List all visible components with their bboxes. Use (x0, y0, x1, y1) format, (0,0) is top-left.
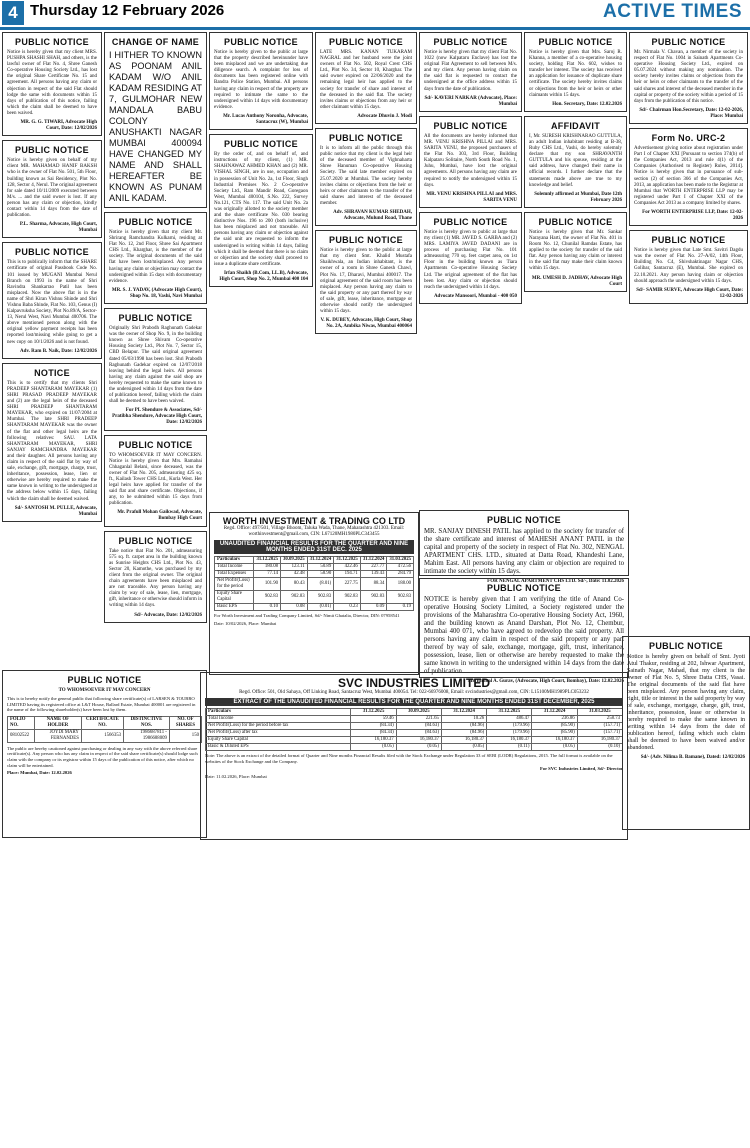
company-address: Regd. Office: 501, Old Sahaya, Off Linking Road, Santacruz West, Mumbai 400054. Tel: 022-66976008, Email: svcindustries@gmail.com, CIN: L15100MH1989PLC053232 (239, 690, 589, 695)
notice-signature: Hon. Secretary, Date: 12.02.2026 (552, 101, 622, 107)
table-cell: Net Profit/(Loss) after tax (206, 730, 351, 737)
notice-title: PUBLIC NOTICE (538, 37, 613, 47)
table-cell: 902.83 (360, 591, 387, 604)
table-cell: 42.48 (281, 571, 308, 578)
notice-signature: Mr. Bhimal A. Gurav, (Advocate, High Court, Bombay), Date: 12.02.2026 (467, 679, 624, 684)
share-details-table (7, 716, 202, 743)
table-cell: 16,180.37 (396, 737, 441, 744)
notice-title: PUBLIC NOTICE (15, 37, 89, 47)
public-notice (629, 32, 748, 124)
table-cell: (84.96) (441, 730, 486, 737)
table-cell: (0.05) (441, 744, 486, 751)
table-cell: 16,180.37 (487, 737, 532, 744)
public-notice (2, 32, 102, 136)
lost-share-certificate-notice (2, 670, 207, 838)
notice-signature: Sd/- (Adv. Nilima B. Bamane), Dated: 12/02/2026 (640, 755, 745, 760)
company-name: SVC INDUSTRIES LIMITED (337, 676, 490, 690)
notice-body: Notice is hereby given that Mrs. Saroj R. Khanna, a member of a co-operative housing society, holding Flat No. 602, wishes to transfer her interest. The society has received an application for issuance of duplicate share certificate. The society hereby invites claims or objections from the heir or heirs or other claimants within 15 days. (529, 50, 624, 98)
table-cell: 123.11 (281, 564, 308, 571)
public-notice (419, 116, 522, 208)
table-cell: 472.56 (387, 564, 414, 571)
table-cell: 188.00 (387, 578, 414, 591)
public-notice (104, 308, 207, 431)
column-2 (104, 32, 207, 697)
notice-body: MR. SANJAY DINESH PATIL has applied to the society for transfer of the share certificate and interest of MAHESH ANANT PATIL in the capital and property of the society in respect of Flat No. 302, NENGAL APARTMENT CHS. LTD., situated at Datta Road, Khandeshi Lane, Mahim East. All persons having any claim or objection are required to intimate the society within 15 days. (424, 528, 624, 575)
results-notes: Note: The above is an extract of the detailed format of Quarter and Nine months Financial Results filed with the Stock Exchange under Regulation 33 of SEBI (LODR) Regulations, 2015. The full format is available on the websites of the Stock Exchange and the Company. (205, 753, 613, 764)
table-cell: 10.26 (441, 716, 486, 723)
table-cell: (0.11) (487, 744, 532, 751)
notice-body: This is to hereby notify the general public that following share certificate(s) of LARSEN & TOUBRO LIMITED having its registered office at L&T House, Ballard Estate, Mumbai 400001 are registered in the name of the following shareholder(s) have been lost by them. (7, 696, 196, 713)
notice-body: Notice is hereby given that my client MRS. PUSHPA SHASHI SHAH, and others, is the lawful owner of Flat No. 4, Shree Ganesh Co-operative Housing Society Ltd., has lost the original Share Certificate No. 15 and agreement. All persons having any claim or objection in respect of the said Flat should lodge the same with documents within 15 days of publication of this notice, failing which the claim shall be deemed to have been waived. (7, 50, 99, 116)
notice-signature: MR. VENU KRISHNA PILLAI and MRS. SARITA VENU (426, 191, 517, 203)
public-notice (104, 212, 207, 304)
table-cell: 0.08 (281, 604, 308, 611)
column-header: 31.03.2025 (577, 709, 622, 716)
table-row (215, 591, 414, 604)
page-header (0, 0, 750, 30)
public-notice (104, 531, 207, 623)
notice-body: Notice is hereby given that my client Flat No. 1022 (now Kalpataru Enclave) has lost the original Flat Agreement to sell between M/s. and my client. Any person having claim on the said flat is requested to contact the undersigned at the office address within 15 days from the date of publication. (424, 50, 519, 92)
notice-body: I HITHER TO KNOWN AS POONAM ANIL KADAM W/O ANIL KADAM RESIDING AT 7, GULMOHAR NEW MANDALA BABU COLONY ANUSHAKTI NAGAR MUMBAI 400094 HAVE CHANGED MY NAME AND SHALL HEREAFTER BE KNOWN AS PUNAM ANIL KADAM. (109, 50, 202, 203)
table-cell: (0.05) (532, 744, 577, 751)
date-place: Date: 10/02/2026, Place: Mumbai (214, 620, 277, 626)
column-header: 31.12.2025 (254, 557, 281, 564)
table-cell: 902.83 (307, 591, 334, 604)
notice-title: PUBLIC NOTICE (649, 641, 723, 651)
public-notice (524, 32, 627, 112)
table-cell: 227.75 (334, 578, 361, 591)
notice-title: PUBLIC NOTICE (118, 535, 193, 546)
svc-industries-results (200, 672, 628, 840)
table-cell: 236.86 (532, 716, 577, 723)
table-cell: 59.46 (351, 716, 396, 723)
worth-investment-results (209, 512, 419, 675)
results-banner: EXTRACT OF THE UNAUDITED FINANCIAL RESULTS FOR THE QUARTER AND NINE MONTHS ENDED 31ST DECEMBER, 2025 (205, 698, 623, 706)
notice-signature: MR. S. J. YADAV, (Advocate High Court), Shop No. 18, Vashi, Navi Mumbai (111, 287, 202, 299)
notice-signature: P.L. Sharma, Advocate, High Court, Mumbai (19, 222, 97, 234)
notice-body: Advertisement giving notice about registration under Part I of Chapter XXI [Pursuant to section 374(b) of the Companies Act, 2013 and rule 4(1) of the Companies (Authorised to Register) Rules, 2014]. Notice is hereby given that in pursuance of sub-section (2) of section 366 of the Companies Act, 2013, an application has been made to the Registrar at Mumbai that WORTH ENTERPRISE LLP may be registered under Part I of Chapter XXI of the Companies Act 2013 as a company limited by shares. (634, 146, 745, 206)
notice-signature: V. K. DUBEY, Advocate, High Court, Shop No. 2A, Ambika Niwas, Mumbai 400064 (320, 318, 412, 330)
column-header: FOLIO NO. (8, 716, 35, 729)
notice-body: This is to publically inform that the SHARE certificate of original Passbook Code No. 101 issued by MUGANI Mumbai Nerul Branch on 1993 in the name of Shri Ravindra Shankarrao Patil has been misplaced. Now the above flat is in the name of Shri Kiran Vishnu Shinde and Shri Vishnu Baba Shinde, Flat No. 103, Genus (I) Kalpavruksha Society, Plot No.89/A, Sector-13, Nerul West, Navi Mumbai 400706. The above mentioned person along with the original yellow payment receipts has been reported lost/missing while going to get a new copy on 10/1/2026 and is not found. (7, 260, 99, 345)
notice-title: PUBLIC NOTICE (224, 37, 298, 47)
column-header: 31.12.2024 (532, 709, 577, 716)
results-banner: UNAUDITED FINANCIAL RESULTS FOR THE QUARTER AND NINE MONTHS ENDED 31ST DEC. 2025 (214, 540, 414, 554)
table-cell: (0.01) (307, 604, 334, 611)
table-cell: Total Expenses (215, 571, 254, 578)
notice-signature: For WORTH ENTERPRISE LLP, Date: 12-02-2026 (642, 209, 743, 222)
table-cell: (179.96) (487, 730, 532, 737)
column-header: CERTIFICATE NO. (81, 716, 123, 729)
notice-body: Notice is hereby given that my client Mr. Shrirang Ramchandra Kulkarni, residing at Flat No. 12, 2nd Floor, Shree Sai Apartment CHS Ltd., Kharghar, is the member of the society. The original documents of the said flat have been lost/misplaced. Any person having any claim or objection may contact the undersigned within 15 days with documentary evidence. (109, 230, 204, 284)
table-cell: (179.96) (487, 723, 532, 730)
notice-signature: Sd/- Advocate, Date: 12/02/2026 (134, 612, 202, 618)
table-cell: 58.90 (307, 571, 334, 578)
column-header: NO. OF SHARES (169, 716, 201, 729)
column-header: DISTINCTIVE NOS. (124, 716, 170, 729)
notice-title: PUBLIC NOTICE (15, 145, 89, 156)
table-cell: (8.01) (307, 578, 334, 591)
table-cell: Equity Share Capital (206, 737, 351, 744)
notice-title: PUBLIC NOTICE (15, 247, 89, 258)
column-5 (419, 32, 522, 507)
public-notice (629, 128, 748, 226)
table-cell: 16,180.37 (532, 737, 577, 744)
notice-title: AFFIDAVIT (550, 120, 601, 131)
public-notice (104, 435, 207, 527)
notice-body: Notice is hereby given to the public at large that the property described hereinunder have been misplaced and we are undertaking due diligence search. A complaint for loss of documents has been registered online with Bandra Police Station, Mumbai. All persons having any claim in respect of the property are required to intimate the same to the undersigned within 14 days with documentary evidence. (214, 50, 310, 110)
table-cell: 80.43 (281, 578, 308, 591)
notice-signature: Solemnly affirmed at Mumbai, Date 12th February 2026 (534, 191, 622, 203)
notice-title: PUBLIC NOTICE (329, 37, 403, 47)
table-cell: (85.90) (532, 723, 577, 730)
table-cell: (0.05) (396, 744, 441, 751)
table-row (206, 744, 623, 751)
table-cell: Total Income (215, 564, 254, 571)
table-cell: 486.47 (487, 716, 532, 723)
table-cell: 227.77 (360, 564, 387, 571)
column-header: 31.12.2025 (351, 709, 396, 716)
notice-title: PUBLIC NOTICE (329, 133, 403, 144)
notice-body: Notice is hereby given to public at large that my client (1) MR. JAVED S. GARBA and (2) MRS. LAMIYA JAVED DADANI are in process of purchasing Flat No. 101 admeasuring 770 sq. feet carpet area, on 1st Floor in the building known as Tiara Apartments Co-operative Housing Society Ltd. The original agreement of the flat has been lost. Any claim or objection should reach the undersigned within 14 days. (424, 229, 519, 290)
table-cell: (0.05) (351, 744, 396, 751)
notice-title: PUBLIC NOTICE (67, 675, 142, 685)
table-cell: 0.09 (360, 604, 387, 611)
table-cell: 16,180.37 (351, 737, 396, 744)
table-cell: 101.90 (254, 578, 281, 591)
notice-body: It is to inform all the public through this public notice that my client is the legal heir of the deceased member of Vighnaharta Shree Hanuman Co-operative Housing Society. The said late member expired on 25.07.2020 at Mumbai. The society hereby invites claims or objections from the heir or heirs or other claimants to the transfer of the said shares and interest of the deceased member. (320, 146, 414, 206)
notice-signature: Mr. Lucas Anthony Noronha, Advocate, Santacruz (W), Mumbai (223, 113, 308, 126)
notice-signature: Irfan Shaikh (B.Com, LL.B), Advocate, High Court, Shop No. 2, Mumbai 400 104 (219, 270, 308, 282)
table-cell: (84.34) (351, 723, 396, 730)
notice-title: PUBLIC NOTICE (487, 583, 561, 593)
notice-signature: Sd/- Chairman Hon.Secretary, Date: 12-02-2026, Place: Mumbai (639, 107, 743, 119)
notice-signature: FOR NENGAL APARTMENT CHS LTD. Sd/-, Date: 11.02.2026 (487, 579, 624, 584)
public-notice (524, 116, 627, 208)
public-notice (315, 128, 417, 226)
table-cell: JOYDI MARY FERNANDES (34, 729, 81, 742)
table-cell: (157.71) (577, 723, 622, 730)
table-row (206, 723, 623, 730)
notice-body: NOTICE is hereby given that I am verifying the title of Anand Co-operative Housing Society Limited, a Society registered under the provisions of the Maharashtra Co-operative Housing Society Act, 1960, and the building known as Anand Darshan, Plot No. 12, Chembur, Mumbai 400 071, who have agreed to redevelop the said property. All persons having any claim in respect of the said property or any part thereof by way of sale, exchange, mortgage, gift, trust, inheritance, possession, lease, lien or otherwise are hereby requested to make the same known in writing to the undersigned within 14 days from the date of publication. (424, 596, 624, 675)
table-cell: (84.96) (441, 723, 486, 730)
notice-title: PUBLIC NOTICE (433, 37, 508, 47)
table-row (206, 737, 623, 744)
nengal-apartment-notice (419, 510, 629, 584)
bottom-right-notice (622, 636, 750, 830)
column-header: 31.12.2024 (360, 557, 387, 564)
notice-title: PUBLIC NOTICE (487, 515, 561, 525)
column-7 (629, 32, 748, 662)
column-6 (524, 32, 627, 507)
notice-title: PUBLIC NOTICE (118, 439, 193, 450)
notice-title: PUBLIC NOTICE (433, 216, 508, 227)
table-cell: 0.23 (334, 604, 361, 611)
notice-body: Take notice that Flat No. 201, admeasuring 575 sq. ft. carpet area in the building known as Sunrise Heights CHS Ltd., Plot No. 43, Sector 20, Kamothe, was purchased by my client from the original owner. The original chain agreements have been misplaced and are not traceable. Any person having any claim by way of sale, lease, lien, mortgage, gift, inheritance or otherwise should inform in writing within 14 days. (109, 548, 204, 609)
public-notice (629, 230, 748, 304)
table-cell: (84.63) (396, 723, 441, 730)
issue-date: Thursday 12 February 2026 (30, 2, 225, 19)
table-cell: 902.83 (254, 591, 281, 604)
column-header: 31.12.2025 (487, 709, 532, 716)
table-cell: Total Income (206, 716, 351, 723)
public-notice (2, 242, 102, 358)
public-notice (209, 134, 313, 287)
notice-title: PUBLIC NOTICE (118, 313, 193, 324)
table-cell: Net Profit/(Loss) for the period before tax (206, 723, 351, 730)
notice-body: Notice is hereby given on behalf of Smt. Jyoti Atul Thakur, residing at 202, Ishwar Apartment, Sainath Nagar, Mahad, that my client is the owner of Flat No. 5, Shree Datta CHS, Vasai. The original documents of the said flat have been misplaced. Any person having any claim, right, title or interest in the said property by way of sale, exchange, mortgage, charge, gift, trust, inheritance, possession, lease or otherwise is hereby required to make the same known in writing within 14 days from the date of publication hereof, failing which such claim shall be deemed to have been waived and/or abandoned. (627, 654, 745, 751)
notice-signature: Sd/- KAVERI NARKAR (Advocate), Place: Mumbai (424, 95, 517, 107)
table-cell: 0.10 (254, 604, 281, 611)
table-cell: 258.73 (577, 716, 622, 723)
change-of-name-notice (104, 32, 207, 208)
notice-signature: Adv. Ram B. Naik, Date: 12/02/2026 (20, 348, 97, 354)
table-row (206, 716, 623, 723)
company-name: WORTH INVESTMENT & TRADING CO LTD (222, 516, 406, 526)
public-notice (524, 212, 627, 292)
table-cell: Equity Share Capital (215, 591, 254, 604)
public-notice (315, 230, 417, 334)
table-cell: 902.83 (281, 591, 308, 604)
table-cell: (84.34) (351, 730, 396, 737)
notice-body: All the documents are hereby informed that MR. VENU KRISHNA PILLAI and MRS. SARITA VENU, the proposed purchasers of the Flat No. 303, 3rd Floor, Building Kalpataru Solitaire, North South Road No. 1, Juhu, Mumbai, have lost the original agreements. All persons having any claim are required to notify the undersigned within 15 days. (424, 133, 519, 188)
table-cell: 16,180.37 (441, 737, 486, 744)
table-cell: 902.83 (334, 591, 361, 604)
table-cell: 194.71 (334, 571, 361, 578)
table-cell: 150 (169, 729, 201, 742)
date-place: Place: Mumbai, Date: 12.02.2026 (7, 770, 72, 776)
table-cell: 221.65 (396, 716, 441, 723)
notice-subtitle: TO WHOMSOEVER IT MAY CONCERN (58, 688, 151, 693)
table-row (215, 571, 414, 578)
table-cell: (157.71) (577, 730, 622, 737)
notice-title: PUBLIC NOTICE (538, 216, 613, 227)
table-cell: 284.79 (387, 571, 414, 578)
column-1 (2, 32, 102, 697)
notice-title: NOTICE (34, 367, 70, 378)
column-3 (209, 32, 313, 507)
notice-body: TO WHOMSOEVER IT MAY CONCERN. Notice is hereby given that Mrs. Ramabai Chhaganlal Belani, since deceased, was the owner of Flat No. 205, admeasuring 425 sq. ft., Kailash Tower CHS Ltd., Kurla West. Her legal heirs have applied for transfer of the said flat and share certificate. Objections, if any, to be submitted within 15 days from publication. (109, 452, 204, 507)
notice-title: PUBLIC NOTICE (329, 235, 403, 246)
notice-signature: Mr. Prafull Mohan Gaikwad, Advocate, Bombay High Court (117, 510, 202, 522)
notice-title: PUBLIC NOTICE (118, 217, 193, 227)
notice-body: I, Mr. SURESH KRISHNARAO GUTTULA, an adult Indian inhabitant residing at B-38, Ruby CHS Ltd., Vashi, do hereby solemnly declare that my son SHRAVANTH GUTTULA and his spouse, residing at the said address, have changed their name in official records. I further declare that the statements made above are true to my knowledge and belief. (529, 133, 624, 188)
public-notice (2, 140, 102, 238)
table-cell: 0.19 (387, 604, 414, 611)
column-header: Particulars (206, 709, 351, 716)
table-row (8, 729, 202, 742)
results-table (205, 708, 623, 751)
column-header: NAME OF HOLDER (34, 716, 81, 729)
notice-signature: Advocate Mansoori, Mumbai - 400 050 (433, 293, 517, 299)
public-notice (419, 212, 522, 304)
table-row (206, 730, 623, 737)
table-row (215, 564, 414, 571)
table-cell: 77.14 (254, 571, 281, 578)
notice-signature: MR. G. G. TIWARI, Advocate High Court, Date: 12/02/2026 (20, 120, 97, 132)
public-notice (209, 32, 313, 130)
table-cell: 08102522 (8, 729, 35, 742)
notice-body: This is to certify that my clients Shri PRADEEP SHANTARAM MAYEKAR (1) SHRI PRASAD PRADEEP MAYEKAR and (2) are the legal heirs of the deceased SHRI PRADEEP SHANTARAM MAYEKAR, who expired on 11/07/2004 at Mumbai. The late SHRI PRADEEP SHANTARAM MAYEKAR was the owner of the flat and other legal heirs are the following relatives: SAU. LATA SHANTARAM MAYEKAR, SHRI SANJAY RAMCHANDRA MAYEKAR and their daughter. All persons having any claim in respect of the said flat by way of sale, exchange, gift, mortgage, charge, trust, inheritance, possession, lease, lien or otherwise are hereby required to make the same known in writing to the undersigned at the address below within 15 days, failing which the claim shall be deemed waived. (7, 380, 99, 502)
column-header: 31.12.2024 (441, 709, 486, 716)
column-header: Particulars (215, 557, 254, 564)
anand-chs-notice (419, 578, 629, 684)
column-header: 30.09.2025 (396, 709, 441, 716)
public-notice (419, 32, 522, 112)
notice-title: CHANGE OF NAME (111, 37, 200, 47)
notice-body: Notice is hereby given that Mr. Sankar Narayana Harti, the owner of Flat No. 401 in Room No. 12, Chunilal Ramdas Estate, has applied to the society for transfer of the said flat. Any person having any claim or interest in the said flat may make their claim known within 15 days. (529, 229, 624, 272)
notice-body: Notice is hereby given that Late Smt. Savitri Dagdu was the owner of Flat No. 27-A/02, 14th Floor, Building No. C4, Shivshaktinagar Nagar CHS, Golibar, Santacruz (E), Mumbai. She expired on 22.10.2021. Any person having claim or objection should approach the undersigned within 15 days. (634, 248, 745, 284)
masthead: ACTIVE TIMES (602, 1, 742, 22)
notice-signature: Sd/- SAMIR SURVE, Advocate High Court, Date: 12-02-2026 (636, 287, 743, 299)
table-cell: 50.89 (307, 564, 334, 571)
column-header: 30.09.2025 (281, 557, 308, 564)
table-cell: 180.08 (254, 564, 281, 571)
results-table (214, 556, 414, 611)
column-header: 31.12.2024 (307, 557, 334, 564)
column-4 (315, 32, 417, 507)
public-notice (2, 363, 102, 522)
table-cell: (0.10) (577, 744, 622, 751)
table-cell: 88.34 (360, 578, 387, 591)
date-place: Date: 11.02.2026, Place: Mumbai (205, 773, 267, 779)
signatory: For Worth Investment and Trading Company Limited, Sd/- Nimit Ghatalia, Director, DIN: 07958541 (214, 613, 400, 618)
table-cell: Basic EPS (215, 604, 254, 611)
table-cell: 902.83 (387, 591, 414, 604)
notice-body: Notice is hereby given on behalf of my client MR. MAHAMAD HANIF BAKSH who is the owner of Flat No. 501, 5th Floor, building known as Sai Residency, Plot No. 128, Sector 4, Nerul. The original agreement for sale dated 10/11/2009 executed between M/s. ... and the said owner is lost. If any person has any claim or objection, kindly contact within 14 days from the date of publication. (7, 158, 99, 219)
notice-body: By the order of, and on behalf of, and instructions of my client, (1) MR. SHAHNAWAZ AHMED KHAN and (2) MR. VISHAL SINGH, are in use, occupation and in possession of Unit No. 2a, 1st Floor, Singh Industrial Premises No. 2 Co-operative Society Ltd., Ram Mandir Road, Goregaon West, Mumbai 400104, S.No. 222, Survey No.121, CTS No. 117. The said Unit No. 2a was originally allotted to the society member and the share certificate No. 030 bearing distinctive Nos. 196 to 200 (both inclusive) has been misplaced and not traceable. All persons having any claim or objection against the said unit are requested to inform the undersigned in writing within 14 days, failing which it shall be deemed that there is no claim or objection and the society shall proceed to issue a duplicate share certificate. (214, 152, 310, 267)
notice-signature: For PL Shendure & Associates, Sd/- Pratibha Shendure, Advocate High Court, Date: 12/02/2026 (112, 408, 202, 426)
notice-body: Notice is hereby given to the public at large that my client Smt. Khalid Mustafa Shaikhwala, an Indian inhabitant, is the owner of a room in Shree Ganesh Chawl, Plot No. 17, Dharavi, Mumbai 400017. The original agreement of the said room has been misplaced. Any person having any claim to the said property or any part thereof by way of sale, gift, lease, inheritance, mortgage or otherwise should notify the undersigned within 15 days. (320, 248, 414, 315)
company-address: Regd. Office: 497/501, Village Bhoom, Taluka Wada, Thane, Maharashtra 421303. Email: worthinvestment@gmail.com, CIN: L67120MH1980PLC343455 (223, 526, 405, 537)
table-cell: 1986687811 - 1986688009 (124, 729, 170, 742)
notice-body: Mr. Nirmala V. Chavan, a member of the society in respect of Flat No. 1004 in Sainath Apartments Co-operative Housing Society Ltd., expired on 05.07.2024 without making any nomination. The society hereby invites claims or objections from the heir or heirs or other claimants to the transfer of the said shares and interest of the deceased member in the capital or property of the society within a period of 15 days from the publication of this notice. (634, 50, 745, 104)
table-cell: Basic & Diluted EPS (206, 744, 351, 751)
table-row (215, 578, 414, 591)
notice-footer: The public are hereby cautioned against purchasing or dealing in any way with the above referred share certificate(s). Any person who has any claim in respect of the said share certificate(s) should lodge such claim with the company or its registrar within 15 days of the publication of this notice, after which no claim will be entertained. (7, 745, 198, 768)
table-cell: (84.63) (396, 730, 441, 737)
notice-body: Originally Shri Prabodh Raghunath Gadekar was the owner of Shop No. 9, in the building known as Shree Shivam Co-operative Housing Society Ltd., Plot No. 7, Sector 15, CBD Belapur. The said original agreement dated 05/03/1998 has been lost. Shri Prabodh Raghunath Gadekar expired on 12/07/2018 leaving behind the legal heirs. All persons having any claim against the said shop are hereby requested to make the same known to the undersigned within 14 days from the date of publication hereof, failing which the claim shall be deemed to have been waived. (109, 326, 204, 405)
table-cell: Net Profit/(Loss) for the period (215, 578, 254, 591)
table-cell: 139.43 (360, 571, 387, 578)
notice-signature: Advocate Dhuvin J. Modi (357, 113, 412, 119)
notice-title: Form No. URC-2 (651, 133, 726, 144)
notice-title: PUBLIC NOTICE (224, 139, 298, 150)
notice-title: PUBLIC NOTICE (433, 120, 508, 131)
page-number: 4 (2, 1, 24, 25)
table-cell: 16,180.37 (577, 737, 622, 744)
table-cell: (85.90) (532, 730, 577, 737)
public-notice (315, 32, 417, 124)
table-cell: 1566353 (81, 729, 123, 742)
notice-title: PUBLIC NOTICE (651, 235, 726, 246)
notice-signature: MR. UMESH D. JADHAV, Advocate High Court (531, 275, 622, 287)
table-row (215, 604, 414, 611)
column-header: 31.12.2025 (334, 557, 361, 564)
notice-title: PUBLIC NOTICE (651, 37, 726, 47)
table-cell: 422.46 (334, 564, 361, 571)
notice-signature: Sd/- SANTOSH M. PULLE, Advocate, Mumbai (14, 505, 97, 517)
notice-body: LATE MRS. KANAN TUKARAM NAGRAL and her husband were the joint owners of Flat No. 502, Royal Crest CHS Ltd., Plot No. 34, Sector 10, Kharghar. The said owner expired on 22/06/2020 and the remaining legal heir has applied to the society for transfer of share and interest of the deceased in the said flat. The society invites claims or objections from any heir or other claimant within 15 days. (320, 50, 414, 110)
column-header: 31.03.2025 (387, 557, 414, 564)
signatory: For SVC Industries Limited, Sd/- Director (539, 766, 623, 772)
notice-signature: Adv. SHRAVAN KUMAR SHEDAH, Advocate, Mulund Road, Thane (333, 209, 412, 222)
